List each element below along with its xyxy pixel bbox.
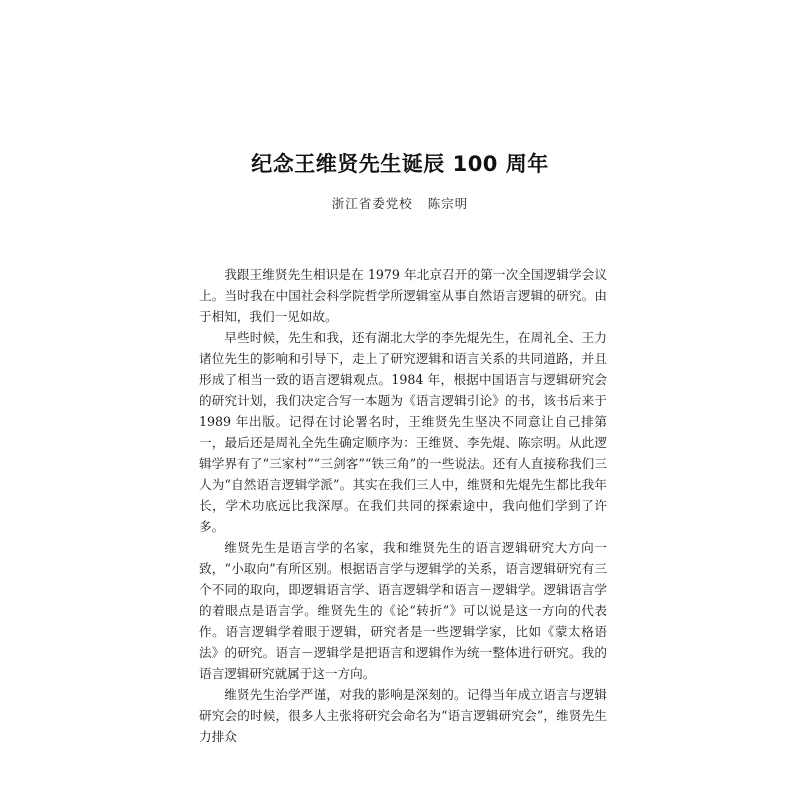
body-paragraph: 早些时候，先生和我，还有湖北大学的李先焜先生，在周礼全、王力诸位先生的影响和引导下，走上了研究逻辑和语言关系的共同道路，并且形成了相当一致的语言逻辑观点。1984 年，根据中国语言与逻辑研究会的研究计划，我们决定合写一本题为《语言逻辑引论》的书，该书后来于 1989 年出版。记得在讨论署名时，王维贤先生坚决不同意让自己排第一，最后还是周礼全先生确定顺序为：王维贤、李先焜、陈宗明。从此逻辑学界有了“三家村”“三剑客”“铁三角”的一些说法。还有人直接称我们三人为“自然语言逻辑学派”。其实在我们三人中，维贤和先焜先生都比我年长，学术功底远比我深厚。在我们共同的探索途中，我向他们学到了许多。 <box>199 330 607 534</box>
body-paragraph: 维贤先生治学严谨，对我的影响是深刻的。记得当年成立语言与逻辑研究会的时候，很多人主张将研究会命名为“语言逻辑研究会”，维贤先生力排众 <box>199 687 607 744</box>
body-paragraph: 维贤先生是语言学的名家，我和维贤先生的语言逻辑研究大方向一致，“小取向”有所区别。根据语言学与逻辑学的关系，语言逻辑研究有三个不同的取向，即逻辑语言学、语言逻辑学和语言－逻辑学。逻辑语言学的着眼点是语言学。维贤先生的《论“转折”》可以说是这一方向的代表作。语言逻辑学着眼于逻辑，研究者是一些逻辑学家，比如《蒙太格语法》的研究。语言－逻辑学是把语言和逻辑作为统一整体进行研究。我的语言逻辑研究就属于这一方向。 <box>199 540 607 681</box>
article-body <box>199 264 607 747</box>
article-title: 纪念王维贤先生诞辰 100 周年 <box>251 152 549 176</box>
author-byline: 浙江省委党校 陈宗明 <box>331 196 469 211</box>
body-paragraph: 我跟王维贤先生相识是在 1979 年北京召开的第一次全国逻辑学会议上。当时我在中国社会科学院哲学所逻辑室从事自然语言逻辑的研究。由于相知，我们一见如故。 <box>199 267 607 324</box>
